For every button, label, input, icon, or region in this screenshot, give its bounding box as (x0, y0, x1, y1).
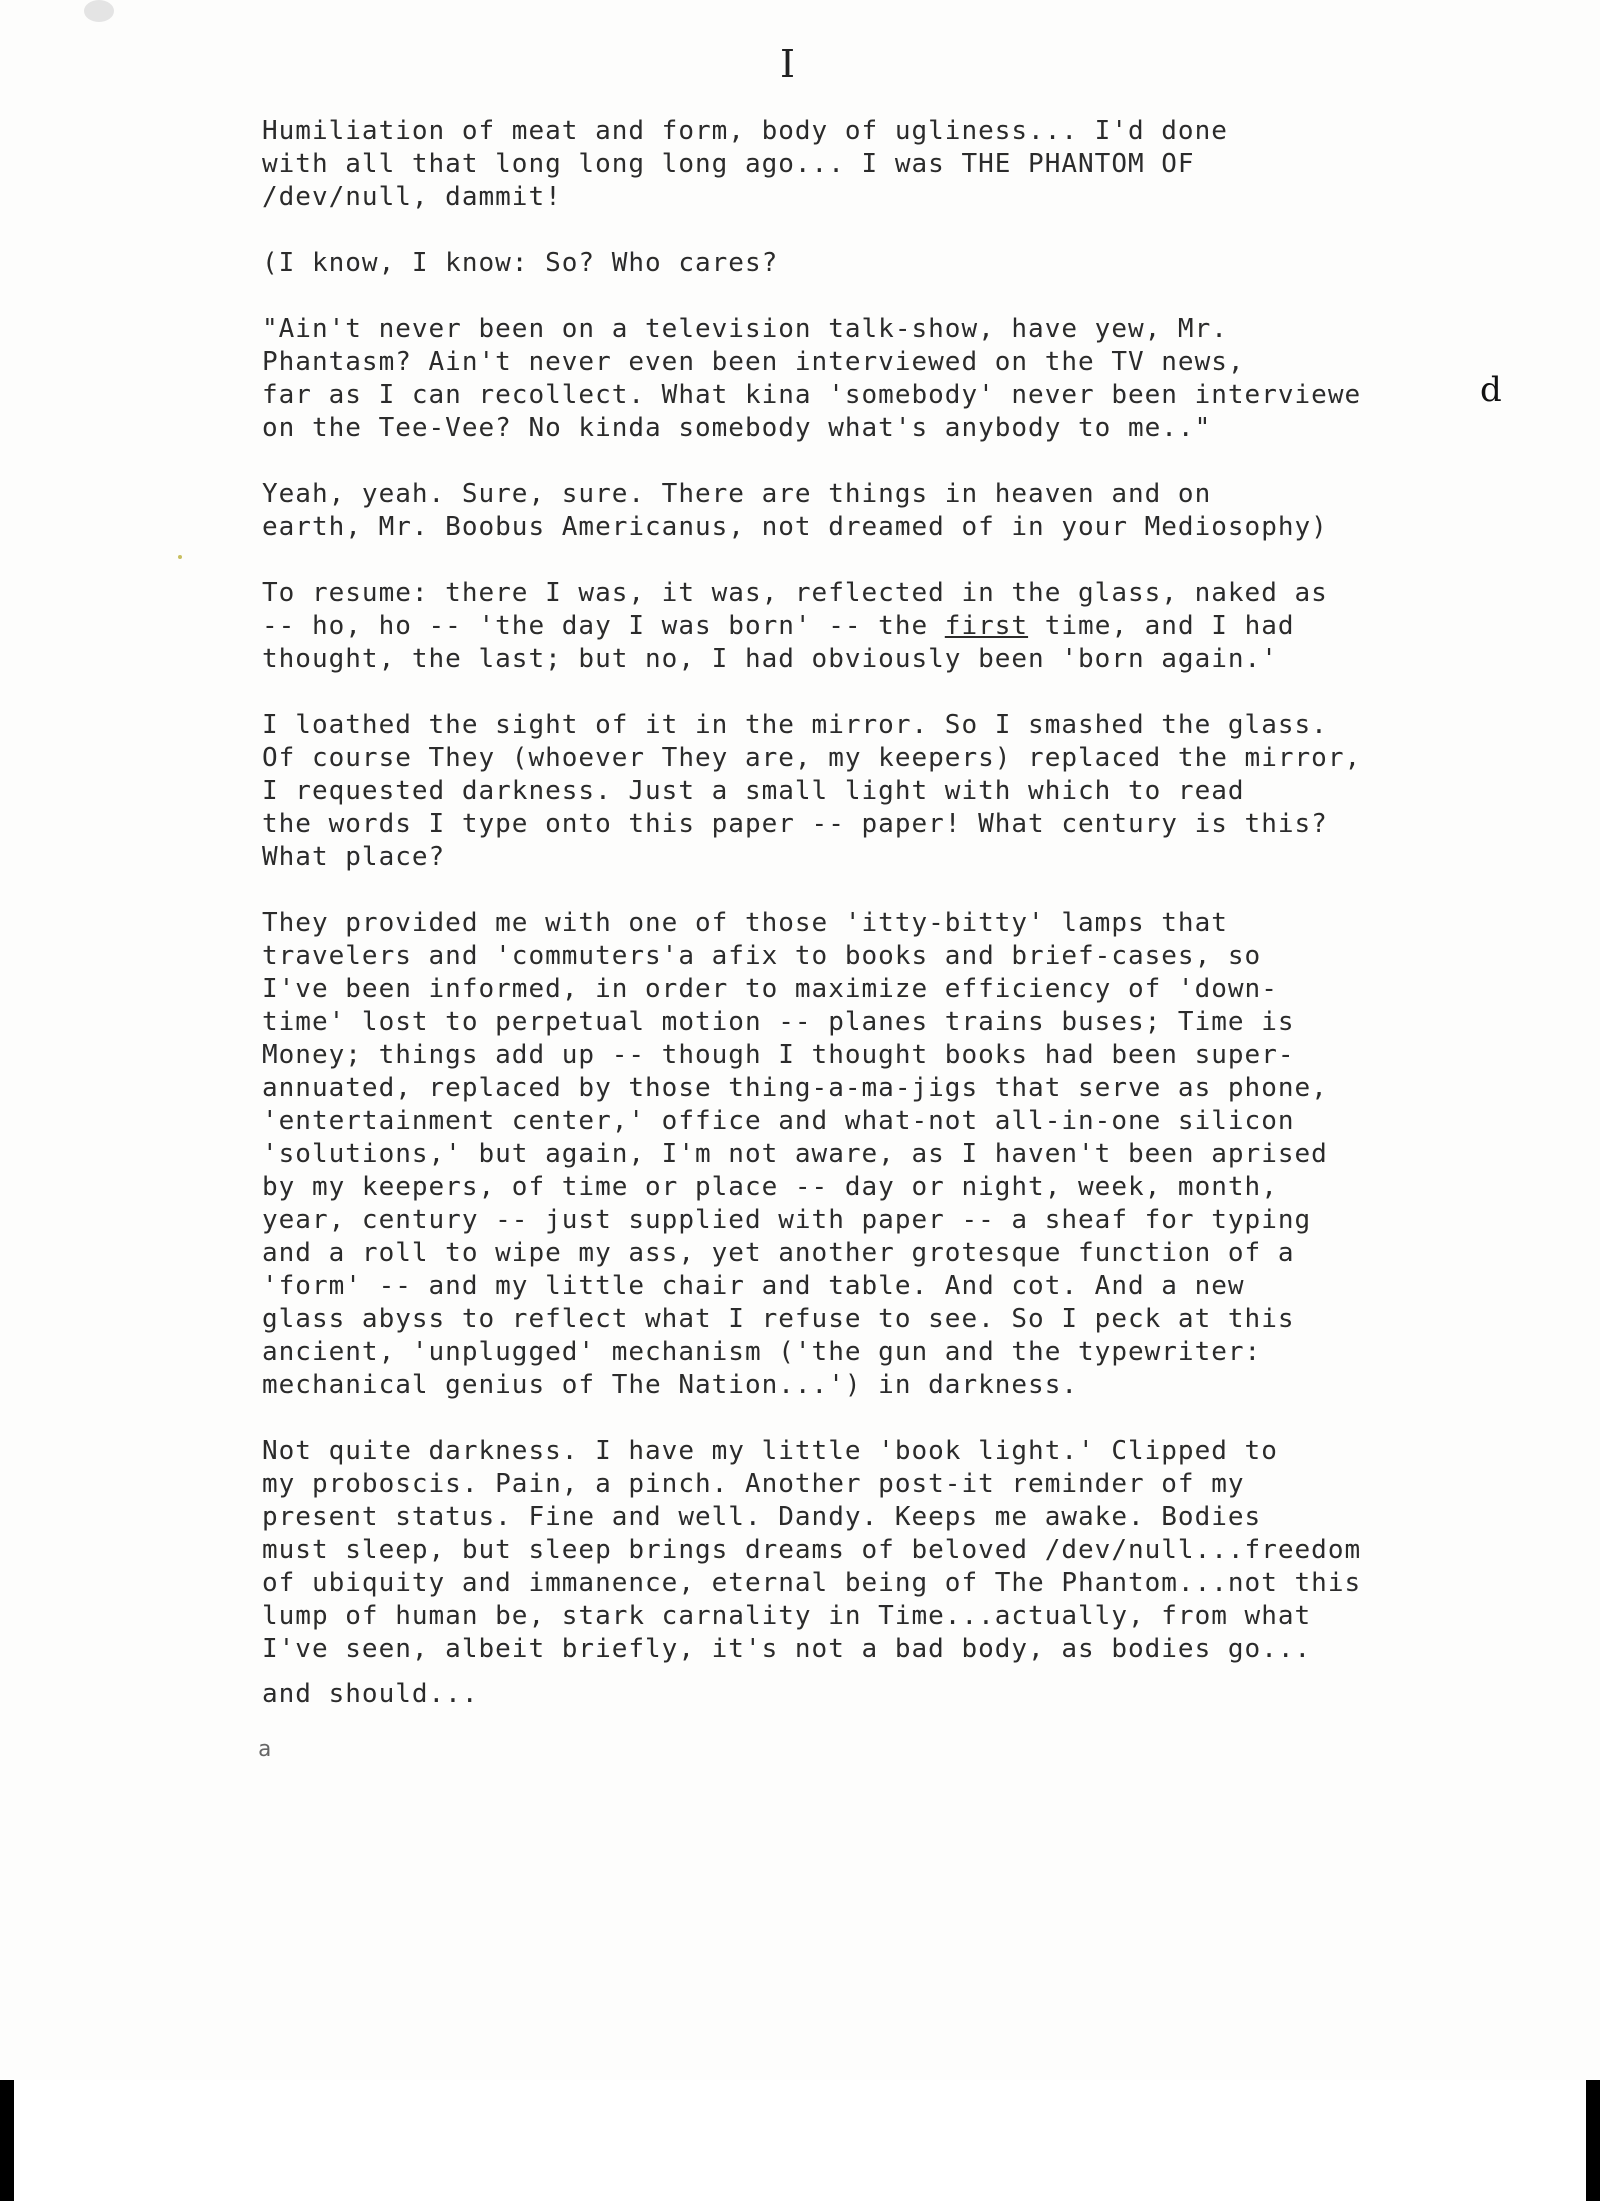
text-line: -- ho, ho -- 'the day I was born' -- the first time, and I had (262, 611, 1295, 641)
paragraph (262, 247, 1562, 280)
paragraph (262, 577, 1562, 676)
text-line: 'form' -- and my little chair and table. And cot. And a new (262, 1271, 1245, 1301)
text-line: earth, Mr. Boobus Americanus, not dreamed of in your Mediosophy) (262, 512, 1328, 542)
text-line: by my keepers, of time or place -- day or night, week, month, (262, 1172, 1278, 1202)
text-line: /dev/null, dammit! (262, 182, 562, 212)
paragraph (262, 907, 1562, 1402)
text-line: Not quite darkness. I have my little 'book light.' Clipped to (262, 1436, 1278, 1466)
text-line: Humiliation of meat and form, body of ugliness... I'd done (262, 116, 1228, 146)
text-line: I loathed the sight of it in the mirror. So I smashed the glass. (262, 710, 1328, 740)
scan-smudge (84, 0, 114, 22)
text-line: annuated, replaced by those thing-a-ma-jigs that serve as phone, (262, 1073, 1328, 1103)
scan-bottom-margin (0, 2080, 1600, 2201)
text-line: thought, the last; but no, I had obviously been 'born again.' (262, 644, 1278, 674)
text-line: glass abyss to reflect what I refuse to see. So I peck at this (262, 1304, 1295, 1334)
paragraph (262, 1435, 1562, 1666)
text-line: with all that long long long ago... I was THE PHANTOM OF (262, 149, 1195, 179)
text-line: Of course They (whoever They are, my keepers) replaced the mirror, (262, 743, 1362, 773)
text-line: Money; things add up -- though I thought books had been super- (262, 1040, 1295, 1070)
scan-edge-right (1586, 2080, 1600, 2201)
text-line: and should... (262, 1679, 479, 1709)
text-line: 'entertainment center,' office and what-not all-in-one silicon (262, 1106, 1295, 1136)
text-line: year, century -- just supplied with paper -- a sheaf for typing (262, 1205, 1312, 1235)
text-line: and a roll to wipe my ass, yet another grotesque function of a (262, 1238, 1295, 1268)
text-line: ancient, 'unplugged' mechanism ('the gun and the typewriter: (262, 1337, 1262, 1367)
text-line: Phantasm? Ain't never even been interviewed on the TV news, (262, 347, 1245, 377)
underlined-word: first (944, 611, 1029, 641)
text-line: What place? (262, 842, 446, 872)
paragraph (262, 478, 1562, 544)
text-line: must sleep, but sleep brings dreams of beloved /dev/null...freedom (262, 1535, 1362, 1565)
text-line: on the Tee-Vee? No kinda somebody what's anybody to me.." (262, 413, 1212, 443)
text-line: I've been informed, in order to maximize efficiency of 'down- (262, 974, 1278, 1004)
text-line: far as I can recollect. What kina 'somebody' never been interviewe (262, 380, 1362, 410)
text-line: (I know, I know: So? Who cares? (262, 248, 779, 278)
text-line: of ubiquity and immanence, eternal being of The Phantom...not this (262, 1568, 1362, 1598)
scan-speck (178, 555, 182, 559)
page-number: I (780, 42, 796, 86)
body-text (262, 115, 1562, 1744)
text-line: the words I type onto this paper -- paper! What century is this? (262, 809, 1328, 839)
text-line: my proboscis. Pain, a pinch. Another post-it reminder of my (262, 1469, 1245, 1499)
text-line: They provided me with one of those 'itty-bitty' lamps that (262, 908, 1228, 938)
text-line: time' lost to perpetual motion -- planes trains buses; Time is (262, 1007, 1295, 1037)
stray-typed-character: a (258, 1737, 272, 1762)
text-line: lump of human be, stark carnality in Time...actually, from what (262, 1601, 1312, 1631)
text-line: travelers and 'commuters'a afix to books and brief-cases, so (262, 941, 1262, 971)
text-line: 'solutions,' but again, I'm not aware, as I haven't been aprised (262, 1139, 1328, 1169)
paragraph (262, 1678, 1562, 1711)
text-line: To resume: there I was, it was, reflected in the glass, naked as (262, 578, 1328, 608)
handwritten-margin-mark: d (1480, 370, 1502, 410)
text-line: mechanical genius of The Nation...') in darkness. (262, 1370, 1079, 1400)
text-line: I've seen, albeit briefly, it's not a bad body, as bodies go... (262, 1634, 1312, 1664)
paragraph (262, 709, 1562, 874)
text-line: Yeah, yeah. Sure, sure. There are things in heaven and on (262, 479, 1212, 509)
text-line: I requested darkness. Just a small light with which to read (262, 776, 1245, 806)
scan-edge-left (0, 2080, 14, 2201)
text-line: "Ain't never been on a television talk-show, have yew, Mr. (262, 314, 1228, 344)
paragraph (262, 115, 1562, 214)
paragraph (262, 313, 1562, 445)
text-line: present status. Fine and well. Dandy. Keeps me awake. Bodies (262, 1502, 1262, 1532)
